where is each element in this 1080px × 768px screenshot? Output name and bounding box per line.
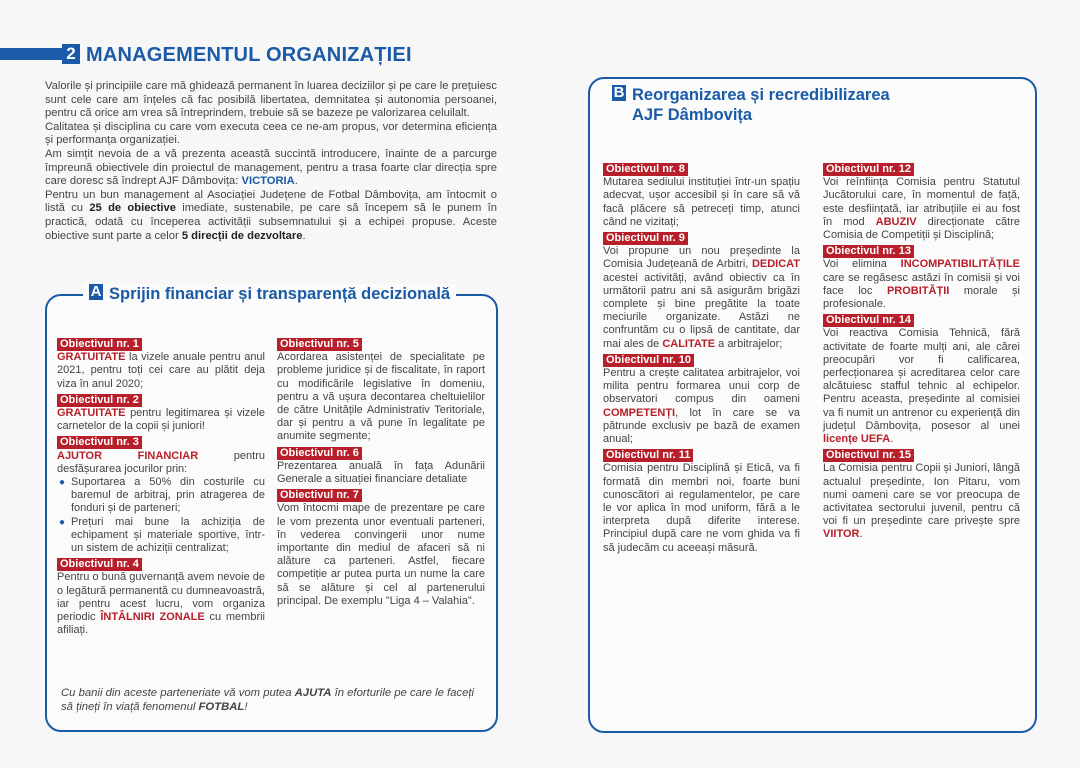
objective-10-keyword: COMPETENȚI xyxy=(603,406,676,419)
objective-1-text xyxy=(57,351,265,391)
section-accent-bar xyxy=(0,48,62,60)
objective-10-text xyxy=(603,367,800,446)
objective-15-text xyxy=(823,462,1020,541)
box-a-right-column xyxy=(277,338,485,611)
objective-1-keyword: GRATUITATE xyxy=(57,351,126,364)
objective-9-keyword: DEDICAT xyxy=(751,258,801,271)
objective-13-body: Voi elimina xyxy=(823,258,887,271)
objective-8-text: Mutarea sediului instituției într-un spațiu adecvat, ușor accesibil și în care să vă facă plăcere să petreceți timp, atunci când ne vizitați; xyxy=(603,176,800,228)
objective-6-text: Prezentarea anuală în fața Adunării Generale a situației financiare detaliate xyxy=(277,459,485,486)
objective-14 xyxy=(823,314,1020,446)
objective-12-keyword: ABUZIV xyxy=(875,215,917,228)
objective-15-keyword: VIITOR xyxy=(823,528,860,541)
objective-tag: Obiectivul nr. 8 xyxy=(603,163,688,176)
objective-13-text xyxy=(823,258,1020,311)
objective-15-body-2: . xyxy=(859,528,863,541)
objective-tag: Obiectivul nr. 15 xyxy=(823,449,914,462)
box-b-reorganization xyxy=(588,77,1037,733)
box-b-header xyxy=(606,85,896,125)
objective-7 xyxy=(277,489,485,608)
footer-ajuta: AJUTA xyxy=(294,687,332,699)
box-b-title xyxy=(632,85,890,125)
intro-p4-text-a: Pentru un bun management al Asociației Județene de Fotbal Dâmbovița, am întocmit o listă cu xyxy=(45,188,497,215)
objective-8 xyxy=(603,163,800,229)
box-b-letter: B xyxy=(613,84,625,101)
objective-tag: Obiectivul nr. 12 xyxy=(823,163,914,176)
objective-2 xyxy=(57,394,265,434)
objective-tag: Obiectivul nr. 4 xyxy=(57,558,142,571)
objective-4-keyword: ÎNTÂLNIRI ZONALE xyxy=(100,611,205,624)
objective-12-text xyxy=(823,176,1020,242)
intro-text xyxy=(45,80,497,243)
list-item: ● Prețuri mai bune la achiziția de echipament și materiale sportive, într-un sistem de achiziții centralizat; xyxy=(71,516,265,556)
objective-10 xyxy=(603,354,800,446)
section-number: 2 xyxy=(62,44,80,64)
objective-4-text xyxy=(57,571,265,637)
objective-15-body: La Comisia pentru Copii și Juniori, lângă actualul președinte, Ion Pitaru, vom numi oameni care se vor preocupa de activitatea sectorului juvenil, pentru că voi fi un președinte care privește spre xyxy=(823,462,1020,528)
objective-4-body-end: cu membrii afiliați. xyxy=(57,611,265,637)
box-b-title-line2: AJF Dâmbovița xyxy=(632,106,753,124)
box-b-left-column xyxy=(603,163,800,558)
footer-text-c: în eforturile pe care le faceți să țineți în viață fenomenul xyxy=(61,687,474,713)
objective-1 xyxy=(57,338,265,391)
objective-3 xyxy=(57,436,265,555)
objective-12-body-2: direcționate către Comisia de Competiții și Disciplină; xyxy=(823,215,1020,242)
objective-tag: Obiectivul nr. 3 xyxy=(57,436,142,449)
objective-7-text: Vom întocmi mape de prezentare pe care le vom prezenta unor eventuali parteneri, în vederea convingerii unor nume importante din mediul de afaceri să ni alăture ca parteneri. Astfel, fiecare competiție ar putea purta un nume la care să se alăture și cel al partenerului principal. De exemplu "Liga 4 – Valahia". xyxy=(277,502,485,607)
objective-11 xyxy=(603,449,800,555)
section-title: MANAGEMENTUL ORGANIZAȚIEI xyxy=(86,44,412,66)
objective-10-body-2: , lot în care se va pătrunde exclusiv pe bază de examen anual; xyxy=(603,406,800,446)
objective-3-text xyxy=(57,450,265,476)
objective-tag: Obiectivul nr. 9 xyxy=(603,232,688,245)
objective-9-keyword-2: CALITATE xyxy=(662,337,716,350)
objective-14-body: Voi reactiva Comisia Tehnică, fără activitate de foarte mulți ani, ale cărei preocupări vor fi calificarea, perfecționarea și acreditarea celor care alcătuiesc stafful tehnic al echipelor. Pentru aceasta, președinte al comisiei va fi numit un antrenor cu experiență din județul Dâmbovița, posesor al unei xyxy=(823,327,1020,432)
objective-1-body: la vizele anuale pentru anul 2021, pentru toți cei care au plătit deja viza în anul 2020; xyxy=(57,351,265,390)
objective-tag: Obiectivul nr. 11 xyxy=(603,449,693,462)
objective-5-text: Acordarea asistenței de specialitate pe probleme juridice și de fiscalitate, în raport cu modificările legislative în domeniu, pentru a vă ușura decontarea cheltuielilor de către Unitățile Administrativ Teritoriale, dar și pentru a vă pune în legalitate pe anumite segmente; xyxy=(277,351,485,443)
box-b-right-column xyxy=(823,163,1020,545)
objective-2-keyword: GRATUITATE xyxy=(57,407,126,420)
objective-3-keyword: AJUTOR FINANCIAR xyxy=(57,449,199,462)
intro-p3-text: Am simțit nevoia de a vă prezenta această succintă introducere, înainte de a parcurge împreună obiectivele din proiectul de management, pentru a trasa foarte clar direcția spre care doresc să îndrept AJF Dâmbovița: xyxy=(45,147,497,188)
objective-13-body-3: morale și profesionale. xyxy=(823,284,1020,311)
intro-p4-end: . xyxy=(302,229,306,242)
list-item: ● Suportarea a 50% din costurile cu baremul de arbitraj, prin atragerea de fonduri și de parteneri; xyxy=(71,476,265,516)
intro-paragraph-3: Am simțit nevoia de a vă prezenta această succintă introducere, înainte de a parcurge împreună obiectivele din proiectul de management, pentru a trasa foarte clar direcția spre care doresc să îndrept AJF Dâmbovița: VICTORIA. xyxy=(45,147,497,188)
intro-victory: VICTORIA xyxy=(241,175,295,188)
objective-13-keyword-2: PROBITĂȚII xyxy=(886,284,950,297)
objective-tag: Obiectivul nr. 2 xyxy=(57,394,142,407)
objective-6 xyxy=(277,447,485,487)
objective-2-body: pentru legitimarea și vizele carnetelor de la copii și juniori! xyxy=(57,407,265,433)
objective-5 xyxy=(277,338,485,444)
intro-paragraph-1: Valorile și principiile care mă ghidează permanent în luarea deciziilor și pe care le prețuiesc sunt cele care am înțeles că fac posibilă libertatea, demnitatea și autonomia persoanei, pentru că orice am vrea să întreprindem, trebuie să se bazeze pe valorizarea celuilalt. xyxy=(45,80,497,120)
intro-paragraph-4 xyxy=(45,189,497,243)
objective-tag: Obiectivul nr. 14 xyxy=(823,314,914,327)
objective-9-body-2: acestei activități, având obiectiv ca în următorii patru ani să asigurăm brigăzi complete și bine pregătite la toate meciurile organizate. Astăzi ne confruntăm cu o lipsă de cantitate, dar mai ales de xyxy=(603,271,800,350)
footer-text-a: Cu banii din aceste parteneriate vă vom putea xyxy=(61,687,292,699)
objective-tag: Obiectivul nr. 10 xyxy=(603,354,694,367)
objective-11-text: Comisia pentru Disciplină și Etică, va fi formată din membri noi, foarte buni cunoscători ai regulamentelor, pe care le vor aplica în mod uniform, fără a le interpreta după diferite interese. Principiul după care ne vom ghida va fi să judecăm cu aceeași măsură. xyxy=(603,462,800,554)
intro-p4-text-c: imediate, sustenabile, pe care să începem să le punem în practică, odată cu începerea activității subsemnatului și a echipei propuse. Aceste obiective sunt parte a celor xyxy=(45,202,498,242)
box-a-letter: A xyxy=(90,283,102,300)
objective-tag: Obiectivul nr. 6 xyxy=(277,447,362,460)
box-a-title: Sprijin financiar și transparență decizională xyxy=(109,285,451,303)
objective-tag: Obiectivul nr. 13 xyxy=(823,245,914,258)
objective-14-body-2: . xyxy=(890,433,894,446)
box-a-footer xyxy=(61,686,486,714)
footer-end: ! xyxy=(244,701,248,713)
objective-13 xyxy=(823,245,1020,311)
objective-12-body: Voi reînființa Comisia pentru Statutul Jucătorului care, în momentul de față, este desființată, iar atribuțiile ei au fost în mod xyxy=(823,176,1020,228)
objective-3-body: pentru desfășurarea jocurilor prin: xyxy=(57,449,265,475)
objective-10-body: Pentru a crește calitatea arbitrajelor, voi milita pentru formarea unui corp de observatori compus din oameni xyxy=(603,367,800,406)
intro-25-objectives: 25 de obiective xyxy=(89,202,176,215)
objective-4 xyxy=(57,558,265,637)
objective-9-body-3: a arbitrajelor; xyxy=(718,337,783,350)
intro-5-directions: 5 direcții de dezvoltare xyxy=(181,229,303,242)
box-a-left-column xyxy=(57,338,265,640)
box-a-financial xyxy=(45,283,498,732)
footer-fotbal: FOTBAL xyxy=(198,701,245,713)
objective-9 xyxy=(603,232,800,351)
objective-tag: Obiectivul nr. 7 xyxy=(277,489,362,502)
objective-12 xyxy=(823,163,1020,242)
objective-2-text xyxy=(57,407,265,433)
box-a-header xyxy=(83,284,456,304)
objective-tag: Obiectivul nr. 5 xyxy=(277,338,362,351)
objective-9-body: Voi propune un nou președinte la Comisia Județeană de Arbitri, xyxy=(603,245,800,271)
intro-paragraph-2: Calitatea și disciplina cu care vom executa ceea ce ne-am propus, vor determina eficiența și performanța organizației. xyxy=(45,120,497,147)
objective-14-text xyxy=(823,327,1020,446)
objective-13-body-2: care se regăsesc astăzi în comisii și voi face loc xyxy=(823,271,1020,297)
objective-15 xyxy=(823,449,1020,541)
objective-13-keyword: INCOMPATIBILITĂȚILE xyxy=(900,258,1020,271)
objective-14-keyword: licențe UEFA xyxy=(823,433,891,446)
objective-4-body: Pentru o bună guvernanță avem nevoie de o legătură permanentă cu dumneavoastră, iar pentru acest lucru, vom organiza periodic xyxy=(57,571,265,624)
objective-3-list xyxy=(57,476,265,555)
box-b-title-line1: Reorganizarea și recredibilizarea xyxy=(632,86,890,104)
objective-9-text xyxy=(603,245,800,351)
objective-tag: Obiectivul nr. 1 xyxy=(57,338,142,351)
